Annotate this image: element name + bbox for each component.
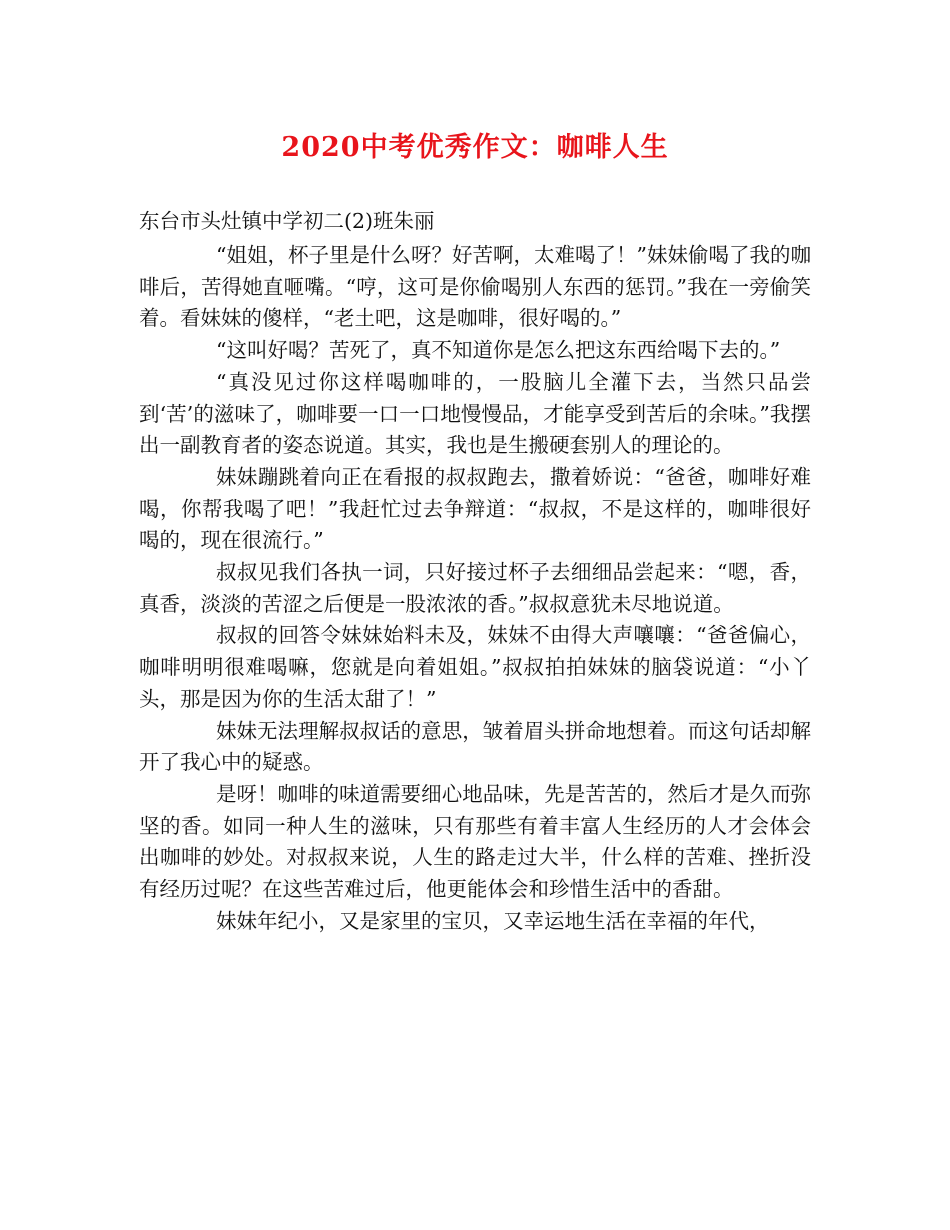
- paragraph: 叔叔见我们各执一词，只好接过杯子去细细品尝起来：“嗯，香，真香，淡淡的苦涩之后便是一股浓浓的香。”叔叔意犹未尽地说道。: [139, 560, 811, 616]
- paragraph: 妹妹蹦跳着向正在看报的叔叔跑去，撒着娇说：“爸爸，咖啡好难喝，你帮我喝了吧！”我赶忙过去争辩道：“叔叔，不是这样的，咖啡很好喝的，现在很流行。”: [139, 464, 811, 553]
- paragraph: “姐姐，杯子里是什么呀？好苦啊，太难喝了！”妹妹偷喝了我的咖啡后，苦得她直咂嘴。“哼，这可是你偷喝别人东西的惩罚。”我在一旁偷笑着。看妹妹的傻样，“老土吧，这是咖啡，很好喝的。”: [139, 243, 811, 331]
- paragraph: “这叫好喝？苦死了，真不知道你是怎么把这东西给喝下去的。”: [216, 338, 781, 363]
- paragraph: 妹妹无法理解叔叔话的意思，皱着眉头拼命地想着。而这句话却解开了我心中的疑惑。: [139, 718, 811, 775]
- author-line: 东台市头灶镇中学初二(2)班朱丽: [139, 209, 435, 233]
- document-title: 2020中考优秀作文：咖啡人生: [281, 132, 669, 163]
- paragraph: “真没见过你这样喝咖啡的，一股脑儿全灌下去，当然只品尝到‘苦’的滋味了，咖啡要一口一口地慢慢品，才能享受到苦后的余味。”我摆出一副教育者的姿态说道。其实，我也是生搬硬套别人的理论的。: [139, 369, 811, 458]
- paragraph: 是呀！咖啡的味道需要细心地品味，先是苦苦的，然后才是久而弥坚的香。如同一种人生的滋味，只有那些有着丰富人生经历的人才会体会出咖啡的妙处。对叔叔来说，人生的路走过大半，什么样的苦难、挫折没有经历过呢？在这些苦难过后，他更能体会和珍惜生活中的香甜。: [139, 781, 811, 902]
- essay-body: [139, 240, 811, 937]
- paragraph: 叔叔的回答令妹妹始料未及，妹妹不由得大声嚷嚷：“爸爸偏心，咖啡明明很难喝嘛，您就是向着姐姐。”叔叔拍拍妹妹的脑袋说道：“小丫头，那是因为你的生活太甜了！”: [139, 623, 811, 711]
- paragraph: 妹妹年纪小，又是家里的宝贝，又幸运地生活在幸福的年代，: [216, 908, 770, 933]
